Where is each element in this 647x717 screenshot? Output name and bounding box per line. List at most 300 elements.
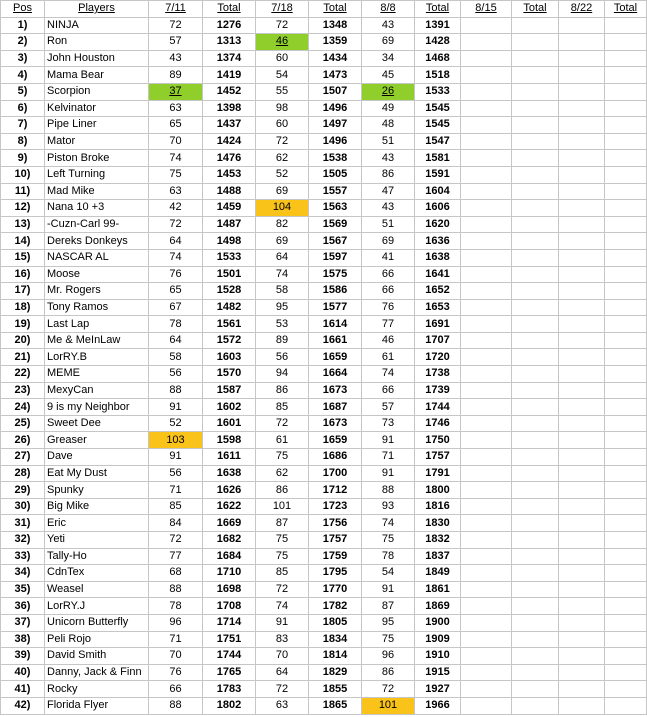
score-8-15-cell xyxy=(461,34,512,51)
total-7-11-cell: 1398 xyxy=(203,100,256,117)
total-7-18-cell: 1473 xyxy=(309,67,362,84)
score-8-15-cell xyxy=(461,349,512,366)
total-8-15-cell xyxy=(512,382,559,399)
total-7-18-cell: 1664 xyxy=(309,366,362,383)
player-name-cell: Moose xyxy=(45,266,149,283)
score-7-18-cell: 74 xyxy=(256,266,309,283)
total-7-18-cell: 1855 xyxy=(309,681,362,698)
score-8-8-cell: 61 xyxy=(362,349,415,366)
score-8-15-cell xyxy=(461,299,512,316)
table-row xyxy=(1,581,647,598)
total-8-15-cell xyxy=(512,548,559,565)
total-7-18-cell: 1434 xyxy=(309,50,362,67)
total-8-15-cell xyxy=(512,498,559,515)
total-8-22-cell xyxy=(605,332,647,349)
total-8-8-cell: 1739 xyxy=(415,382,461,399)
total-7-11-cell: 1459 xyxy=(203,200,256,217)
total-8-22-cell xyxy=(605,548,647,565)
score-7-11-cell: 52 xyxy=(149,415,203,432)
score-8-22-cell xyxy=(559,17,605,34)
score-8-15-cell xyxy=(461,83,512,100)
total-8-15-cell xyxy=(512,233,559,250)
table-row xyxy=(1,233,647,250)
total-8-8-cell: 1606 xyxy=(415,200,461,217)
table-row xyxy=(1,681,647,698)
player-name-cell: Dave xyxy=(45,449,149,466)
player-name-cell: Florida Flyer xyxy=(45,697,149,714)
score-8-15-cell xyxy=(461,498,512,515)
total-8-22-cell xyxy=(605,150,647,167)
total-7-11-cell: 1476 xyxy=(203,150,256,167)
total-7-18-cell: 1673 xyxy=(309,415,362,432)
score-7-11-cell: 71 xyxy=(149,482,203,499)
score-8-8-cell: 96 xyxy=(362,648,415,665)
player-name-cell: Ron xyxy=(45,34,149,51)
pos-cell: 3) xyxy=(1,50,45,67)
score-7-11-cell: 78 xyxy=(149,598,203,615)
total-8-8-cell: 1641 xyxy=(415,266,461,283)
score-8-22-cell xyxy=(559,233,605,250)
score-8-15-cell xyxy=(461,332,512,349)
player-name-cell: Peli Rojo xyxy=(45,631,149,648)
total-7-11-cell: 1570 xyxy=(203,366,256,383)
header-week-8-8: 8/8 xyxy=(362,1,415,18)
score-8-8-cell: 45 xyxy=(362,67,415,84)
total-8-8-cell: 1653 xyxy=(415,299,461,316)
score-8-22-cell xyxy=(559,83,605,100)
score-8-22-cell xyxy=(559,664,605,681)
table-row xyxy=(1,216,647,233)
score-8-15-cell xyxy=(461,432,512,449)
score-7-11-cell: 91 xyxy=(149,449,203,466)
table-row xyxy=(1,382,647,399)
score-7-18-cell: 72 xyxy=(256,681,309,698)
total-8-8-cell: 1869 xyxy=(415,598,461,615)
total-8-22-cell xyxy=(605,133,647,150)
total-8-22-cell xyxy=(605,67,647,84)
score-7-18-cell: 75 xyxy=(256,532,309,549)
total-7-18-cell: 1757 xyxy=(309,532,362,549)
score-7-18-cell: 69 xyxy=(256,183,309,200)
score-7-18-cell: 64 xyxy=(256,249,309,266)
score-8-22-cell xyxy=(559,183,605,200)
total-8-8-cell: 1900 xyxy=(415,614,461,631)
score-7-11-cell: 78 xyxy=(149,316,203,333)
table-row xyxy=(1,316,647,333)
header-total-8-8: Total xyxy=(415,1,461,18)
table-row xyxy=(1,565,647,582)
score-8-8-cell: 57 xyxy=(362,399,415,416)
score-8-8-cell: 51 xyxy=(362,133,415,150)
player-name-cell: MEME xyxy=(45,366,149,383)
score-7-18-cell: 85 xyxy=(256,399,309,416)
table-body xyxy=(1,17,647,714)
pos-cell: 36) xyxy=(1,598,45,615)
total-8-15-cell xyxy=(512,664,559,681)
score-8-15-cell xyxy=(461,697,512,714)
total-7-11-cell: 1682 xyxy=(203,532,256,549)
score-8-22-cell xyxy=(559,515,605,532)
score-8-22-cell xyxy=(559,482,605,499)
score-8-22-cell xyxy=(559,548,605,565)
total-8-15-cell xyxy=(512,515,559,532)
table-row xyxy=(1,415,647,432)
total-7-18-cell: 1700 xyxy=(309,465,362,482)
score-8-22-cell xyxy=(559,382,605,399)
score-8-8-cell: 86 xyxy=(362,664,415,681)
total-8-8-cell: 1652 xyxy=(415,283,461,300)
score-7-18-cell: 82 xyxy=(256,216,309,233)
score-7-18-cell: 72 xyxy=(256,415,309,432)
total-8-15-cell xyxy=(512,183,559,200)
total-7-18-cell: 1673 xyxy=(309,382,362,399)
total-8-15-cell xyxy=(512,67,559,84)
score-7-18-cell: 98 xyxy=(256,100,309,117)
score-7-18-cell: 52 xyxy=(256,166,309,183)
total-8-22-cell xyxy=(605,581,647,598)
total-7-11-cell: 1528 xyxy=(203,283,256,300)
score-7-18-cell: 95 xyxy=(256,299,309,316)
score-7-18-cell: 104 xyxy=(256,200,309,217)
score-8-22-cell xyxy=(559,249,605,266)
pos-cell: 1) xyxy=(1,17,45,34)
score-7-11-cell: 63 xyxy=(149,183,203,200)
total-8-8-cell: 1428 xyxy=(415,34,461,51)
total-7-18-cell: 1795 xyxy=(309,565,362,582)
table-row xyxy=(1,299,647,316)
total-8-15-cell xyxy=(512,166,559,183)
score-8-15-cell xyxy=(461,266,512,283)
player-name-cell: LorRY.B xyxy=(45,349,149,366)
total-8-8-cell: 1744 xyxy=(415,399,461,416)
total-8-15-cell xyxy=(512,200,559,217)
score-8-22-cell xyxy=(559,415,605,432)
total-7-18-cell: 1865 xyxy=(309,697,362,714)
score-8-8-cell: 74 xyxy=(362,366,415,383)
total-8-8-cell: 1638 xyxy=(415,249,461,266)
score-7-18-cell: 75 xyxy=(256,548,309,565)
score-8-15-cell xyxy=(461,183,512,200)
score-8-8-cell: 43 xyxy=(362,200,415,217)
total-7-18-cell: 1569 xyxy=(309,216,362,233)
score-8-22-cell xyxy=(559,34,605,51)
table-row xyxy=(1,482,647,499)
total-8-15-cell xyxy=(512,697,559,714)
total-7-18-cell: 1538 xyxy=(309,150,362,167)
total-8-8-cell: 1861 xyxy=(415,581,461,598)
pos-cell: 4) xyxy=(1,67,45,84)
total-8-8-cell: 1604 xyxy=(415,183,461,200)
total-7-11-cell: 1452 xyxy=(203,83,256,100)
score-8-8-cell: 69 xyxy=(362,233,415,250)
player-name-cell: Unicorn Butterfly xyxy=(45,614,149,631)
table-row xyxy=(1,117,647,134)
header-total-7-18: Total xyxy=(309,1,362,18)
player-name-cell: Sweet Dee xyxy=(45,415,149,432)
player-name-cell: Scorpion xyxy=(45,83,149,100)
table-row xyxy=(1,332,647,349)
total-7-11-cell: 1488 xyxy=(203,183,256,200)
score-8-8-cell: 101 xyxy=(362,697,415,714)
score-7-11-cell: 77 xyxy=(149,548,203,565)
score-8-22-cell xyxy=(559,200,605,217)
score-7-18-cell: 83 xyxy=(256,631,309,648)
player-name-cell: David Smith xyxy=(45,648,149,665)
score-8-22-cell xyxy=(559,283,605,300)
total-8-15-cell xyxy=(512,283,559,300)
player-name-cell: Last Lap xyxy=(45,316,149,333)
player-name-cell: Big Mike xyxy=(45,498,149,515)
score-8-15-cell xyxy=(461,249,512,266)
score-8-22-cell xyxy=(559,50,605,67)
pos-cell: 34) xyxy=(1,565,45,582)
total-7-18-cell: 1661 xyxy=(309,332,362,349)
score-8-22-cell xyxy=(559,631,605,648)
total-8-22-cell xyxy=(605,465,647,482)
score-8-15-cell xyxy=(461,565,512,582)
total-7-11-cell: 1561 xyxy=(203,316,256,333)
score-7-11-cell: 72 xyxy=(149,532,203,549)
score-7-18-cell: 56 xyxy=(256,349,309,366)
total-8-8-cell: 1750 xyxy=(415,432,461,449)
total-8-8-cell: 1791 xyxy=(415,465,461,482)
total-8-8-cell: 1720 xyxy=(415,349,461,366)
total-7-18-cell: 1505 xyxy=(309,166,362,183)
total-7-18-cell: 1759 xyxy=(309,548,362,565)
total-7-18-cell: 1723 xyxy=(309,498,362,515)
table-row xyxy=(1,166,647,183)
score-7-18-cell: 62 xyxy=(256,150,309,167)
player-name-cell: LorRY.J xyxy=(45,598,149,615)
player-name-cell: NASCAR AL xyxy=(45,249,149,266)
total-7-11-cell: 1587 xyxy=(203,382,256,399)
pos-cell: 42) xyxy=(1,697,45,714)
pos-cell: 23) xyxy=(1,382,45,399)
total-8-8-cell: 1832 xyxy=(415,532,461,549)
score-7-18-cell: 85 xyxy=(256,565,309,582)
score-7-18-cell: 61 xyxy=(256,432,309,449)
total-7-11-cell: 1533 xyxy=(203,249,256,266)
score-8-8-cell: 76 xyxy=(362,299,415,316)
score-7-11-cell: 74 xyxy=(149,249,203,266)
pos-cell: 9) xyxy=(1,150,45,167)
score-8-8-cell: 41 xyxy=(362,249,415,266)
player-name-cell: Mr. Rogers xyxy=(45,283,149,300)
table-row xyxy=(1,249,647,266)
total-8-15-cell xyxy=(512,581,559,598)
total-8-15-cell xyxy=(512,100,559,117)
header-week-8-22: 8/22 xyxy=(559,1,605,18)
total-8-8-cell: 1545 xyxy=(415,100,461,117)
table-row xyxy=(1,366,647,383)
total-7-11-cell: 1638 xyxy=(203,465,256,482)
header-total-8-22: Total xyxy=(605,1,647,18)
score-8-15-cell xyxy=(461,399,512,416)
total-8-15-cell xyxy=(512,332,559,349)
pos-cell: 11) xyxy=(1,183,45,200)
total-8-22-cell xyxy=(605,681,647,698)
total-8-15-cell xyxy=(512,465,559,482)
score-8-8-cell: 74 xyxy=(362,515,415,532)
total-8-15-cell xyxy=(512,316,559,333)
total-8-22-cell xyxy=(605,233,647,250)
total-8-22-cell xyxy=(605,283,647,300)
table-row xyxy=(1,449,647,466)
header-total-8-15: Total xyxy=(512,1,559,18)
total-8-8-cell: 1581 xyxy=(415,150,461,167)
player-name-cell: Nana 10 +3 xyxy=(45,200,149,217)
header-players: Players xyxy=(45,1,149,18)
score-7-11-cell: 71 xyxy=(149,631,203,648)
total-8-8-cell: 1518 xyxy=(415,67,461,84)
total-8-22-cell xyxy=(605,515,647,532)
table-row xyxy=(1,83,647,100)
pos-cell: 24) xyxy=(1,399,45,416)
header-pos: Pos xyxy=(1,1,45,18)
total-8-22-cell xyxy=(605,83,647,100)
pos-cell: 7) xyxy=(1,117,45,134)
player-name-cell: MexyCan xyxy=(45,382,149,399)
total-8-8-cell: 1391 xyxy=(415,17,461,34)
score-8-22-cell xyxy=(559,349,605,366)
pos-cell: 33) xyxy=(1,548,45,565)
total-7-18-cell: 1687 xyxy=(309,399,362,416)
player-name-cell: Weasel xyxy=(45,581,149,598)
score-8-22-cell xyxy=(559,100,605,117)
total-8-15-cell xyxy=(512,83,559,100)
total-7-11-cell: 1802 xyxy=(203,697,256,714)
score-8-15-cell xyxy=(461,100,512,117)
player-name-cell: Danny, Jack & Finn xyxy=(45,664,149,681)
score-8-8-cell: 47 xyxy=(362,183,415,200)
score-7-18-cell: 55 xyxy=(256,83,309,100)
pos-cell: 19) xyxy=(1,316,45,333)
total-8-22-cell xyxy=(605,316,647,333)
pos-cell: 5) xyxy=(1,83,45,100)
total-7-18-cell: 1496 xyxy=(309,100,362,117)
total-7-11-cell: 1424 xyxy=(203,133,256,150)
score-8-8-cell: 48 xyxy=(362,117,415,134)
total-7-18-cell: 1597 xyxy=(309,249,362,266)
total-8-22-cell xyxy=(605,382,647,399)
score-7-11-cell: 42 xyxy=(149,200,203,217)
player-name-cell: Dereks Donkeys xyxy=(45,233,149,250)
total-7-11-cell: 1698 xyxy=(203,581,256,598)
score-7-18-cell: 74 xyxy=(256,598,309,615)
score-7-18-cell: 60 xyxy=(256,117,309,134)
total-7-18-cell: 1614 xyxy=(309,316,362,333)
player-name-cell: Mator xyxy=(45,133,149,150)
total-7-18-cell: 1805 xyxy=(309,614,362,631)
total-8-22-cell xyxy=(605,449,647,466)
total-8-22-cell xyxy=(605,482,647,499)
player-name-cell: -Cuzn-Carl 99- xyxy=(45,216,149,233)
pos-cell: 22) xyxy=(1,366,45,383)
score-7-18-cell: 101 xyxy=(256,498,309,515)
total-7-18-cell: 1770 xyxy=(309,581,362,598)
score-8-22-cell xyxy=(559,166,605,183)
total-8-15-cell xyxy=(512,133,559,150)
header-total-7-11: Total xyxy=(203,1,256,18)
score-8-8-cell: 71 xyxy=(362,449,415,466)
pos-cell: 28) xyxy=(1,465,45,482)
player-name-cell: CdnTex xyxy=(45,565,149,582)
total-7-18-cell: 1496 xyxy=(309,133,362,150)
score-7-11-cell: 58 xyxy=(149,349,203,366)
total-8-8-cell: 1909 xyxy=(415,631,461,648)
score-7-11-cell: 88 xyxy=(149,697,203,714)
score-8-8-cell: 93 xyxy=(362,498,415,515)
score-8-15-cell xyxy=(461,67,512,84)
total-8-15-cell xyxy=(512,565,559,582)
total-8-15-cell xyxy=(512,449,559,466)
score-8-8-cell: 66 xyxy=(362,382,415,399)
total-8-15-cell xyxy=(512,432,559,449)
score-7-11-cell: 88 xyxy=(149,581,203,598)
score-8-22-cell xyxy=(559,449,605,466)
table-row xyxy=(1,465,647,482)
total-8-22-cell xyxy=(605,631,647,648)
table-row xyxy=(1,598,647,615)
score-7-11-cell: 103 xyxy=(149,432,203,449)
score-7-18-cell: 46 xyxy=(256,34,309,51)
total-8-15-cell xyxy=(512,598,559,615)
table-row xyxy=(1,67,647,84)
total-7-18-cell: 1686 xyxy=(309,449,362,466)
total-7-11-cell: 1602 xyxy=(203,399,256,416)
total-7-18-cell: 1575 xyxy=(309,266,362,283)
total-8-22-cell xyxy=(605,17,647,34)
score-8-8-cell: 69 xyxy=(362,34,415,51)
total-8-8-cell: 1830 xyxy=(415,515,461,532)
total-8-15-cell xyxy=(512,349,559,366)
score-7-18-cell: 64 xyxy=(256,664,309,681)
score-8-22-cell xyxy=(559,150,605,167)
score-8-15-cell xyxy=(461,366,512,383)
pos-cell: 37) xyxy=(1,614,45,631)
total-7-18-cell: 1563 xyxy=(309,200,362,217)
total-8-15-cell xyxy=(512,366,559,383)
player-name-cell: Rocky xyxy=(45,681,149,698)
score-8-22-cell xyxy=(559,697,605,714)
total-7-18-cell: 1586 xyxy=(309,283,362,300)
pos-cell: 20) xyxy=(1,332,45,349)
player-name-cell: Mad Mike xyxy=(45,183,149,200)
score-8-22-cell xyxy=(559,498,605,515)
score-8-8-cell: 91 xyxy=(362,465,415,482)
table-row xyxy=(1,548,647,565)
score-8-8-cell: 77 xyxy=(362,316,415,333)
score-7-11-cell: 84 xyxy=(149,515,203,532)
pos-cell: 26) xyxy=(1,432,45,449)
score-8-22-cell xyxy=(559,598,605,615)
total-7-11-cell: 1684 xyxy=(203,548,256,565)
score-7-11-cell: 74 xyxy=(149,150,203,167)
table-row xyxy=(1,283,647,300)
total-8-15-cell xyxy=(512,150,559,167)
table-row xyxy=(1,266,647,283)
table-row xyxy=(1,664,647,681)
score-8-22-cell xyxy=(559,648,605,665)
score-7-11-cell: 85 xyxy=(149,498,203,515)
score-7-18-cell: 75 xyxy=(256,449,309,466)
total-8-22-cell xyxy=(605,349,647,366)
total-8-8-cell: 1746 xyxy=(415,415,461,432)
score-8-15-cell xyxy=(461,581,512,598)
total-7-11-cell: 1601 xyxy=(203,415,256,432)
total-8-8-cell: 1547 xyxy=(415,133,461,150)
score-7-11-cell: 76 xyxy=(149,664,203,681)
